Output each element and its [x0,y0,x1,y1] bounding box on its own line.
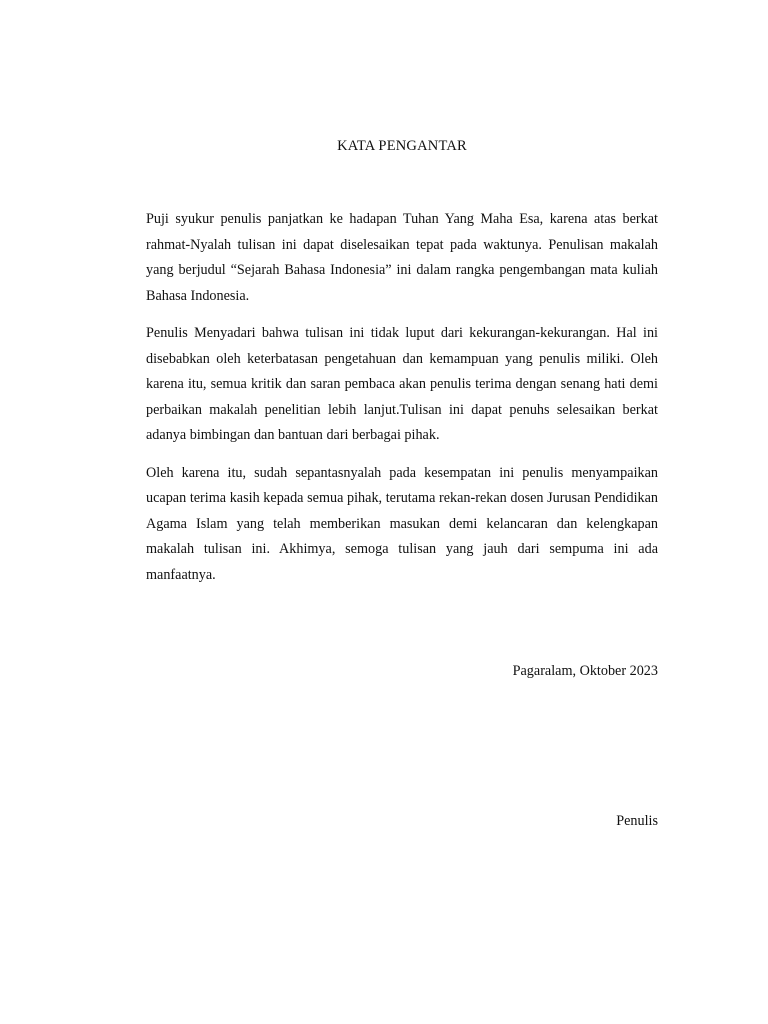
paragraph-3: Oleh karena itu, sudah sepantasnyalah pada kesempatan ini penulis menyampaikan ucapan terima kasih kepada semua pihak, terutama rekan-rekan dosen Jurusan Pendidikan Agama Islam yang telah memberikan masukan demi kelancaran dan kelengkapan makalah tulisan ini. Akhimya, semoga tulisan yang jauh dari sempuma ini ada manfaatnya. [146,464,658,583]
paragraph-2: Penulis Menyadari bahwa tulisan ini tidak luput dari kekurangan-kekurangan. Hal ini disebabkan oleh keterbatasan pengetahuan dan kemampuan yang penulis miliki. Oleh karena itu, semua kritik dan saran pembaca akan penulis terima dengan senang hati demi perbaikan makalah penelitian lebih lanjut.Tulisan ini dapat penuhs selesaikan berkat adanya bimbingan dan bantuan dari berbagai pihak. [146,325,658,443]
signature: Penulis [616,813,658,829]
place-date: Pagaralam, Oktober 2023 [512,663,658,679]
page-title: KATA PENGANTAR [337,138,467,154]
document-body [146,207,658,600]
paragraph-1: Puji syukur penulis panjatkan ke hadapan Tuhan Yang Maha Esa, karena atas berkat rahmat-Nyalah tulisan ini dapat diselesaikan tepat pada waktunya. Penulisan makalah yang berjudul “Sejarah Bahasa Indonesia” ini dalam rangka pengembangan mata kuliah Bahasa Indonesia. [146,211,658,304]
